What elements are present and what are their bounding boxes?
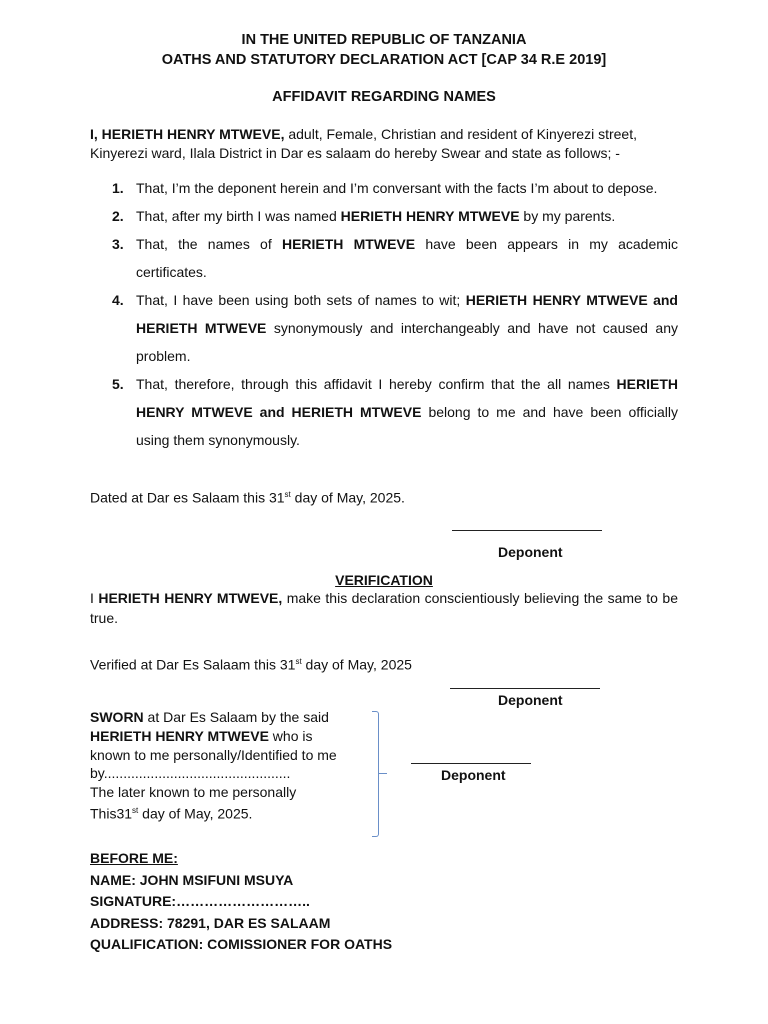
statement-text: belong to me and have been officially using them synonymously. bbox=[136, 404, 679, 448]
dated-text: Dated at Dar es Salaam this 31 bbox=[90, 489, 285, 506]
jurat-line-4: by................................................ bbox=[90, 765, 291, 782]
jurat-name: HERIETH HENRY MTWEVE bbox=[90, 727, 269, 744]
before-me-title: BEFORE ME: bbox=[90, 850, 178, 866]
jurat-bracket-notch bbox=[379, 773, 387, 774]
deponent-name: I, HERIETH HENRY MTWEVE, bbox=[90, 126, 285, 142]
statement-text: That, after my birth I was named bbox=[136, 208, 341, 224]
statement-number: 2. bbox=[112, 208, 124, 224]
statement-name: HERIETH HENRY MTWEVE and HERIETH MTWEVE bbox=[136, 376, 678, 420]
statement-number: 5. bbox=[112, 376, 124, 392]
intro-line-1 bbox=[90, 124, 678, 144]
jurat-text-2: who is bbox=[268, 727, 313, 744]
verification-body: make this declaration conscientiously believing the same to be true. bbox=[90, 590, 678, 626]
statement-text: have been appears in my academic certificates. bbox=[136, 236, 679, 280]
commissioner-address: ADDRESS: 78291, DAR ES SALAAM bbox=[90, 914, 331, 931]
verification-name: HERIETH HENRY MTWEVE, bbox=[98, 590, 283, 606]
dated-line bbox=[90, 485, 405, 508]
commissioner-name: NAME: JOHN MSIFUNI MSUYA bbox=[90, 871, 294, 888]
verified-text: Verified at Dar Es Salaam this 31 bbox=[90, 656, 296, 673]
verified-sup: st bbox=[295, 657, 302, 666]
jurat-bracket bbox=[372, 711, 379, 837]
statement-text: by my parents. bbox=[519, 208, 616, 224]
header-country: IN THE UNITED REPUBLIC OF TANZANIA bbox=[241, 32, 527, 48]
signature-line bbox=[411, 763, 531, 764]
deponent-label: Deponent bbox=[498, 692, 563, 708]
statement-item bbox=[90, 370, 678, 454]
jurat-line-5: The later known to me personally bbox=[90, 784, 297, 801]
dated-sup: st bbox=[284, 490, 291, 499]
jurat-line-2 bbox=[90, 727, 337, 746]
before-me-block bbox=[90, 848, 392, 956]
jurat-sup: st bbox=[132, 805, 139, 815]
statement-text: synonymously and interchangeably and have not caused any problem. bbox=[136, 320, 679, 364]
sworn-word: SWORN bbox=[90, 709, 144, 725]
statement-text: That, therefore, through this affidavit I hereby confirm that the all names bbox=[136, 376, 617, 392]
verification-pre: I bbox=[90, 590, 99, 606]
statement-item bbox=[90, 202, 678, 230]
statement-item bbox=[90, 286, 678, 370]
signature-line bbox=[450, 688, 600, 689]
commissioner-qualification: QUALIFICATION: COMISSIONER FOR OATHS bbox=[90, 936, 393, 952]
verified-text-end: day of May, 2025 bbox=[301, 656, 412, 673]
jurat-date: day of May, 2025. bbox=[138, 805, 253, 822]
jurat-block bbox=[90, 708, 337, 823]
statement-name: HERIETH HENRY MTWEVE and HERIETH MTWEVE bbox=[136, 292, 678, 336]
verification-text bbox=[90, 588, 678, 628]
signature-line bbox=[452, 530, 602, 531]
statement-text: That, the names of bbox=[136, 236, 282, 252]
statement-item bbox=[90, 230, 678, 286]
verification-title: VERIFICATION bbox=[335, 572, 433, 588]
statement-item bbox=[90, 174, 678, 202]
intro-text-1: adult, Female, Christian and resident of Kinyerezi street, bbox=[284, 126, 637, 142]
header-act: OATHS AND STATUTORY DECLARATION ACT [CAP 34 R.E 2019] bbox=[161, 52, 607, 68]
deponent-label: Deponent bbox=[498, 544, 563, 560]
deponent-label: Deponent bbox=[441, 767, 506, 783]
verified-line bbox=[90, 652, 412, 675]
jurat-line-6 bbox=[90, 802, 337, 823]
jurat-text-1: at Dar Es Salaam by the said bbox=[143, 709, 329, 725]
commissioner-signature: SIGNATURE:……………………….. bbox=[90, 893, 310, 909]
statement-name: HERIETH MTWEVE bbox=[281, 236, 416, 252]
statement-number: 3. bbox=[112, 236, 124, 252]
jurat-line-1 bbox=[90, 708, 337, 727]
document-title: AFFIDAVIT REGARDING NAMES bbox=[272, 89, 496, 105]
jurat-this: This31 bbox=[90, 805, 133, 822]
statement-list bbox=[90, 174, 678, 454]
statement-number: 4. bbox=[112, 292, 124, 308]
statement-text: That, I have been using both sets of names to wit; bbox=[136, 292, 466, 308]
statement-number: 1. bbox=[112, 180, 124, 196]
jurat-line-3: known to me personally/Identified to me bbox=[90, 746, 337, 763]
statement-name: HERIETH HENRY MTWEVE bbox=[340, 208, 520, 224]
intro-line-2: Kinyerezi ward, Ilala District in Dar es salaam do hereby Swear and state as follows; - bbox=[90, 145, 620, 161]
statement-text: That, I’m the deponent herein and I’m conversant with the facts I’m about to depose. bbox=[136, 180, 658, 196]
dated-text-end: day of May, 2025. bbox=[290, 489, 405, 506]
